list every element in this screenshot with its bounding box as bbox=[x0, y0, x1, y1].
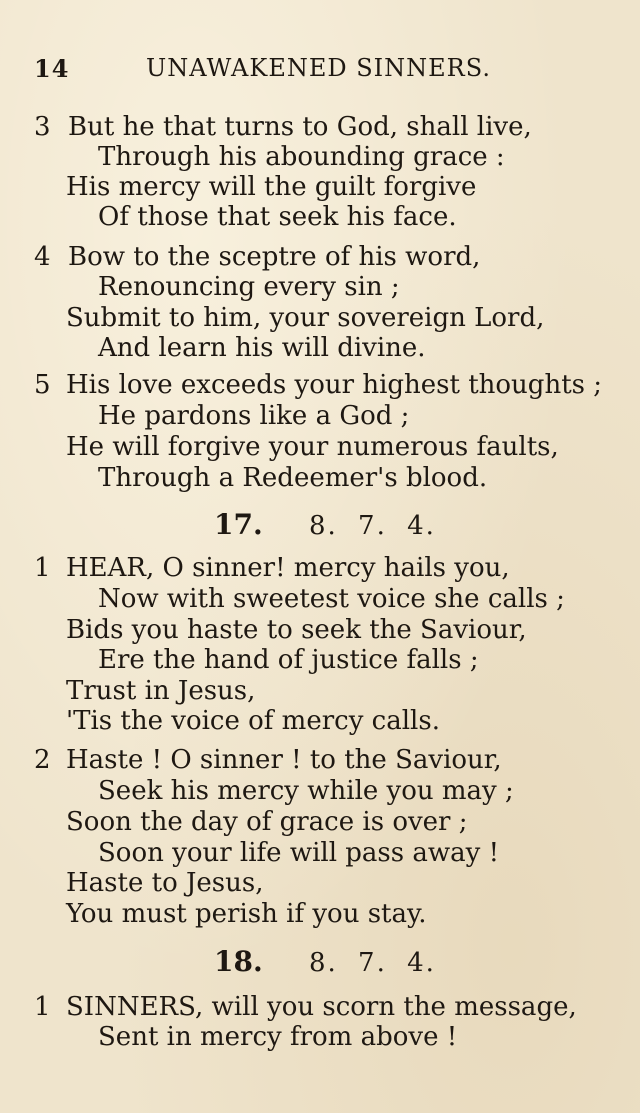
page-number: 14 bbox=[34, 54, 70, 83]
hymn-line: 'Tis the voice of mercy calls. bbox=[66, 706, 440, 736]
hymn-line: Haste ! O sinner ! to the Saviour, bbox=[66, 745, 502, 775]
running-title: UNAWAKENED SINNERS. bbox=[146, 54, 491, 82]
stanza-number: 1 bbox=[34, 553, 51, 583]
hymn-heading bbox=[214, 508, 436, 541]
hymn-line: And learn his will divine. bbox=[98, 333, 426, 363]
stanza-number: 2 bbox=[34, 745, 51, 775]
hymn-line: Through a Redeemer's blood. bbox=[98, 463, 488, 493]
hymn-line: Sent in mercy from above ! bbox=[98, 1022, 458, 1052]
hymn-line: But he that turns to God, shall live, bbox=[68, 112, 532, 142]
hymn-line: Now with sweetest voice she calls ; bbox=[98, 584, 565, 614]
page-header bbox=[34, 54, 504, 90]
hymn-line: HEAR, O sinner! mercy hails you, bbox=[66, 553, 510, 583]
hymn-line: Bids you haste to seek the Saviour, bbox=[66, 615, 527, 645]
hymn-line: Seek his mercy while you may ; bbox=[98, 776, 514, 806]
hymn-line: Ere the hand of justice falls ; bbox=[98, 645, 479, 675]
hymn-line: Soon the day of grace is over ; bbox=[66, 807, 468, 837]
hymn-line: His mercy will the guilt forgive bbox=[66, 172, 477, 202]
hymn-line: Of those that seek his face. bbox=[98, 202, 457, 232]
hymn-line: Soon your life will pass away ! bbox=[98, 838, 500, 868]
hymn-line: Submit to him, your sovereign Lord, bbox=[66, 303, 545, 333]
hymn-meter: 8. 7. 4. bbox=[308, 948, 436, 978]
hymn-line: You must perish if you stay. bbox=[66, 899, 427, 929]
hymn-number: 18. bbox=[214, 945, 263, 978]
hymn-number: 17. bbox=[214, 508, 263, 541]
stanza-number: 4 bbox=[34, 242, 51, 272]
hymn-line: He pardons like a God ; bbox=[98, 401, 410, 431]
hymn-meter: 8. 7. 4. bbox=[308, 511, 436, 541]
hymn-line: Trust in Jesus, bbox=[66, 676, 256, 706]
stanza-number: 3 bbox=[34, 112, 51, 142]
hymn-line: Renouncing every sin ; bbox=[98, 272, 400, 302]
hymn-line: His love exceeds your highest thoughts ; bbox=[66, 370, 603, 400]
hymn-line: SINNERS, will you scorn the message, bbox=[66, 992, 577, 1022]
stanza-number: 5 bbox=[34, 370, 51, 400]
hymn-line: Through his abounding grace : bbox=[98, 142, 505, 172]
hymn-line: Haste to Jesus, bbox=[66, 868, 264, 898]
stanza-number: 1 bbox=[34, 992, 51, 1022]
hymn-heading bbox=[214, 945, 436, 978]
hymn-line: Bow to the sceptre of his word, bbox=[68, 242, 481, 272]
hymn-line: He will forgive your numerous faults, bbox=[66, 432, 559, 462]
